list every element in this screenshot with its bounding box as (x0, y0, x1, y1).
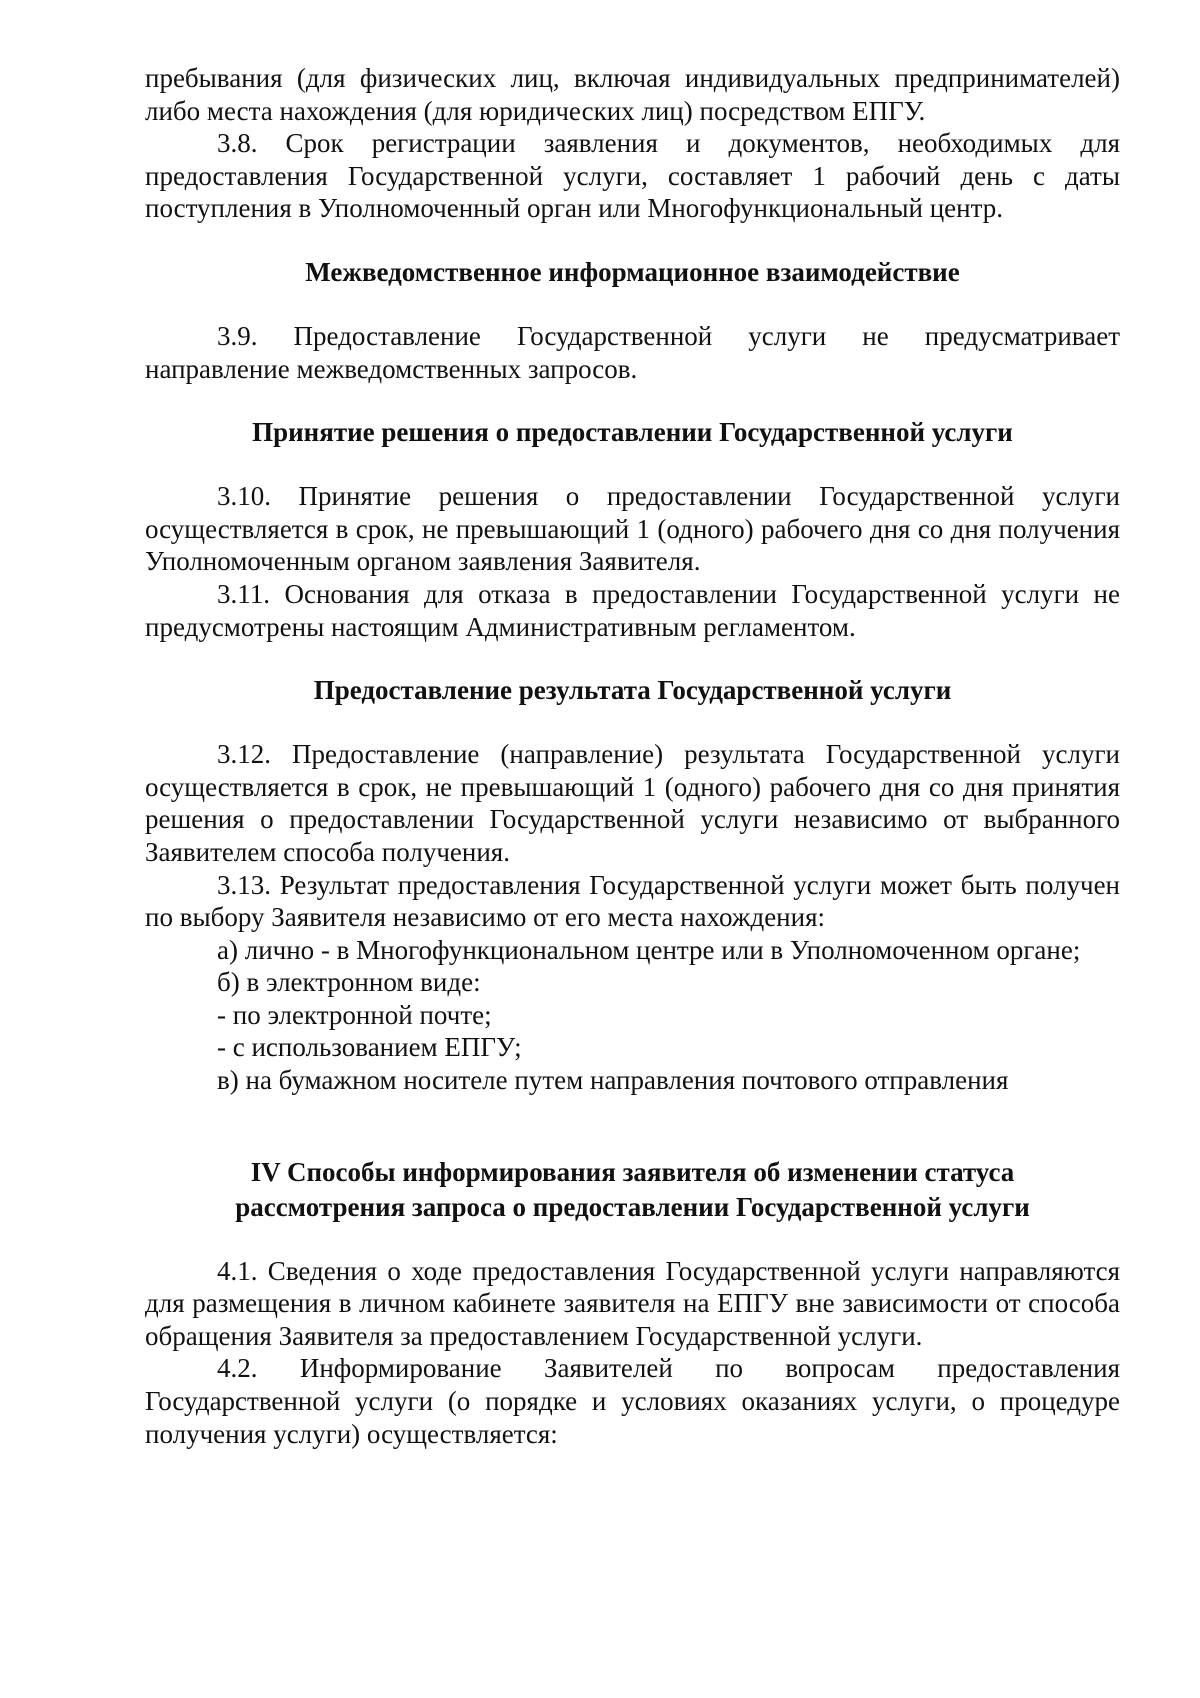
paragraph-4-1: 4.1. Сведения о ходе предоставления Государственной услуги направляются для размещения в личном кабинете заявителя на ЕПГУ вне зависимости от способа обращения Заявителя за предоставлением Государственной услуги. (145, 1255, 1120, 1351)
paragraph-4-2: 4.2. Информирование Заявителей по вопросам предоставления Государственной услуги (о порядке и условиях оказаниях услуги, о процедуре получения услуги) осуществляется: (145, 1353, 1120, 1449)
heading-result: Предоставление результата Государственной услуги (313, 675, 952, 706)
paragraph-3-12: 3.12. Предоставление (направление) результата Государственной услуги осуществляется в срок, не превышающий 1 (одного) рабочего дня со дня принятия решения о предоставлении Государственной услуги независимо от выбранного Заявителем способа получения. (145, 739, 1120, 867)
paragraph-3-11: 3.11. Основания для отказа в предоставлении Государственной услуги не предусмотрены настоящим Административным регламентом. (145, 578, 1120, 642)
section-4-heading-line-1: IV Способы информирования заявителя об изменении статуса (250, 1156, 1015, 1187)
paragraph-continuation: пребывания (для физических лиц, включая индивидуальных предпринимателей) либо места нахождения (для юридических лиц) посредством ЕПГУ. (145, 63, 1120, 126)
list-item-v: в) на бумажном носителе путем направления почтового отправления (217, 1065, 1009, 1096)
list-item-b: б) в электронном виде: (217, 967, 481, 998)
section-4-heading-line-2: рассмотрения запроса о предоставлении Государственной услуги (235, 1191, 1030, 1222)
paragraph-3-9: 3.9. Предоставление Государственной услуги не предусматривает направление межведомственных запросов. (145, 320, 1120, 384)
list-item-b-epgu: - с использованием ЕПГУ; (217, 1032, 522, 1063)
section-4-heading (145, 1155, 1120, 1225)
paragraph-3-13: 3.13. Результат предоставления Государственной услуги может быть получен по выбору Заявителя независимо от его места нахождения: (145, 869, 1120, 933)
document-page (145, 62, 1120, 1450)
list-item-b-email: - по электронной почте; (217, 999, 492, 1030)
heading-decision: Принятие решения о предоставлении Государственной услуги (252, 417, 1013, 448)
paragraph-3-10: 3.10. Принятие решения о предоставлении Государственной услуги осуществляется в срок, не превышающий 1 (одного) рабочего дня со дня получения Уполномоченным органом заявления Заявителя. (145, 481, 1120, 577)
heading-interagency: Межведомственное информационное взаимодействие (305, 256, 960, 287)
paragraph-3-8: 3.8. Срок регистрации заявления и документов, необходимых для предоставления Государственной услуги, составляет 1 рабочий день с даты поступления в Уполномоченный орган или Многофункциональный центр. (145, 128, 1120, 224)
list-item-a: а) лично - в Многофункциональном центре или в Уполномоченном органе; (217, 934, 1081, 965)
